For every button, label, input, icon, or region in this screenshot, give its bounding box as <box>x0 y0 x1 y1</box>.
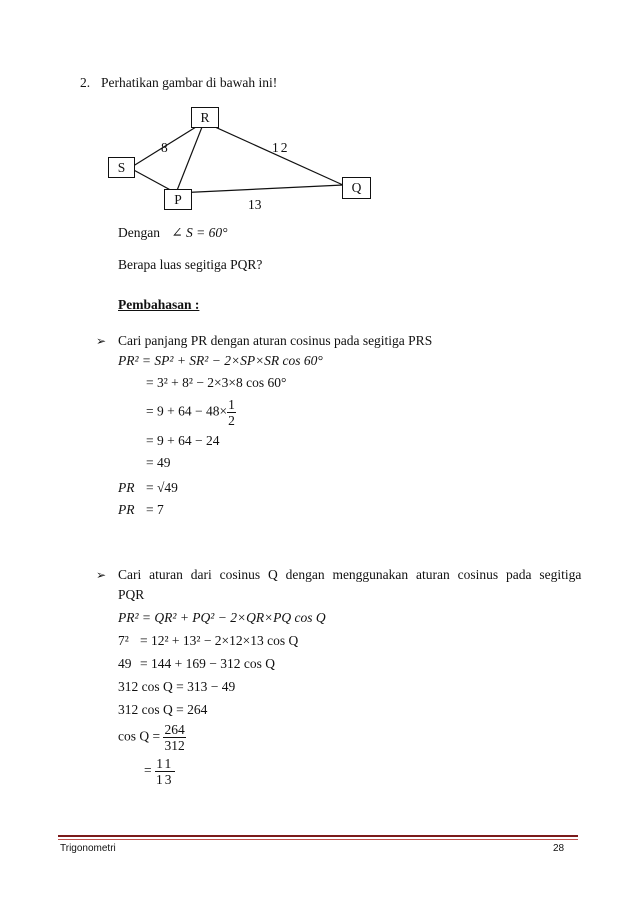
fraction-264-over-312 <box>163 722 185 753</box>
step2-line4: 312 cos Q = 313 − 49 <box>118 679 236 694</box>
step1-line7-lhs: PR <box>118 502 135 517</box>
step2-line7 <box>144 756 175 787</box>
vertex-s-label: S <box>108 157 135 178</box>
step2-text-line1: Cari aturan dari cosinus Q dengan menggunakan aturan cosinus pada segitiga <box>118 567 582 582</box>
page-number: 28 <box>553 843 565 854</box>
fraction-denominator: 2 <box>228 413 235 428</box>
side-sr-length: 8 <box>161 140 168 155</box>
fraction-numerator: 1 <box>228 397 235 412</box>
footer-rule-dark <box>58 835 578 837</box>
step2-line2-rhs: = 12² + 13² − 2×12×13 cos Q <box>140 633 299 648</box>
step2-line3-lhs: 49 <box>118 656 132 671</box>
vertex-p-label: P <box>164 189 192 210</box>
segment-rp <box>176 122 204 193</box>
given-prefix: Dengan <box>118 225 160 240</box>
step1-line6-rhs: = √49 <box>146 480 178 495</box>
bullet-arrow-icon: ➢ <box>96 568 107 582</box>
fraction-denominator: 312 <box>164 738 185 753</box>
side-rq-length: 12 <box>272 140 290 155</box>
step1-bullet <box>96 333 106 349</box>
triangle-figure <box>0 0 638 230</box>
fraction-one-half <box>227 397 236 428</box>
fraction-numerator: 264 <box>164 722 185 737</box>
step1-text: Cari panjang PR dengan aturan cosinus pada segitiga PRS <box>118 333 433 348</box>
step2-line6 <box>118 722 186 753</box>
step2-line3-rhs: = 144 + 169 − 312 cos Q <box>140 656 275 671</box>
step2-bullet <box>96 567 106 583</box>
step1-line7-rhs: = 7 <box>146 502 164 517</box>
step1-line2: = 3² + 8² − 2×3×8 cos 60° <box>146 375 287 390</box>
vertex-q-label: Q <box>342 177 371 199</box>
question-number: 2. <box>80 75 91 90</box>
given-expression: ∠ S = 60° <box>171 225 228 240</box>
step1-line1: PR² = SP² + SR² − 2×SP×SR cos 60° <box>118 353 323 368</box>
question-ask: Berapa luas segitiga PQR? <box>118 257 263 272</box>
triangle-lines <box>0 0 638 230</box>
step2-line2-lhs: 7² <box>118 633 129 648</box>
step2-line7-pre: = <box>144 762 152 778</box>
vertex-r-label: R <box>191 107 219 128</box>
bullet-arrow-icon: ➢ <box>96 334 107 348</box>
step1-line4: = 9 + 64 − 24 <box>146 433 220 448</box>
question-text: Perhatikan gambar di bawah ini! <box>101 75 278 90</box>
solution-heading: Pembahasan : <box>118 297 200 312</box>
step2-line1: PR² = QR² + PQ² − 2×QR×PQ cos Q <box>118 610 326 625</box>
footer-rule-light <box>58 839 578 840</box>
step1-line5: = 49 <box>146 455 171 470</box>
step1-line3 <box>146 397 236 428</box>
given-condition <box>118 225 228 241</box>
fraction-11-over-13 <box>155 756 175 787</box>
footer-title: Trigonometri <box>60 843 116 854</box>
step2-text-line2: PQR <box>118 587 145 602</box>
side-pq-length: 13 <box>248 197 262 212</box>
step2-line6-pre: cos Q = <box>118 728 161 744</box>
step1-line6-lhs: PR <box>118 480 135 495</box>
segment-pq <box>176 185 343 193</box>
fraction-numerator: 11 <box>156 756 174 771</box>
step1-line3-pre: = 9 + 64 − 48× <box>146 403 228 419</box>
step2-line5: 312 cos Q = 264 <box>118 702 208 717</box>
fraction-denominator: 13 <box>156 772 174 787</box>
